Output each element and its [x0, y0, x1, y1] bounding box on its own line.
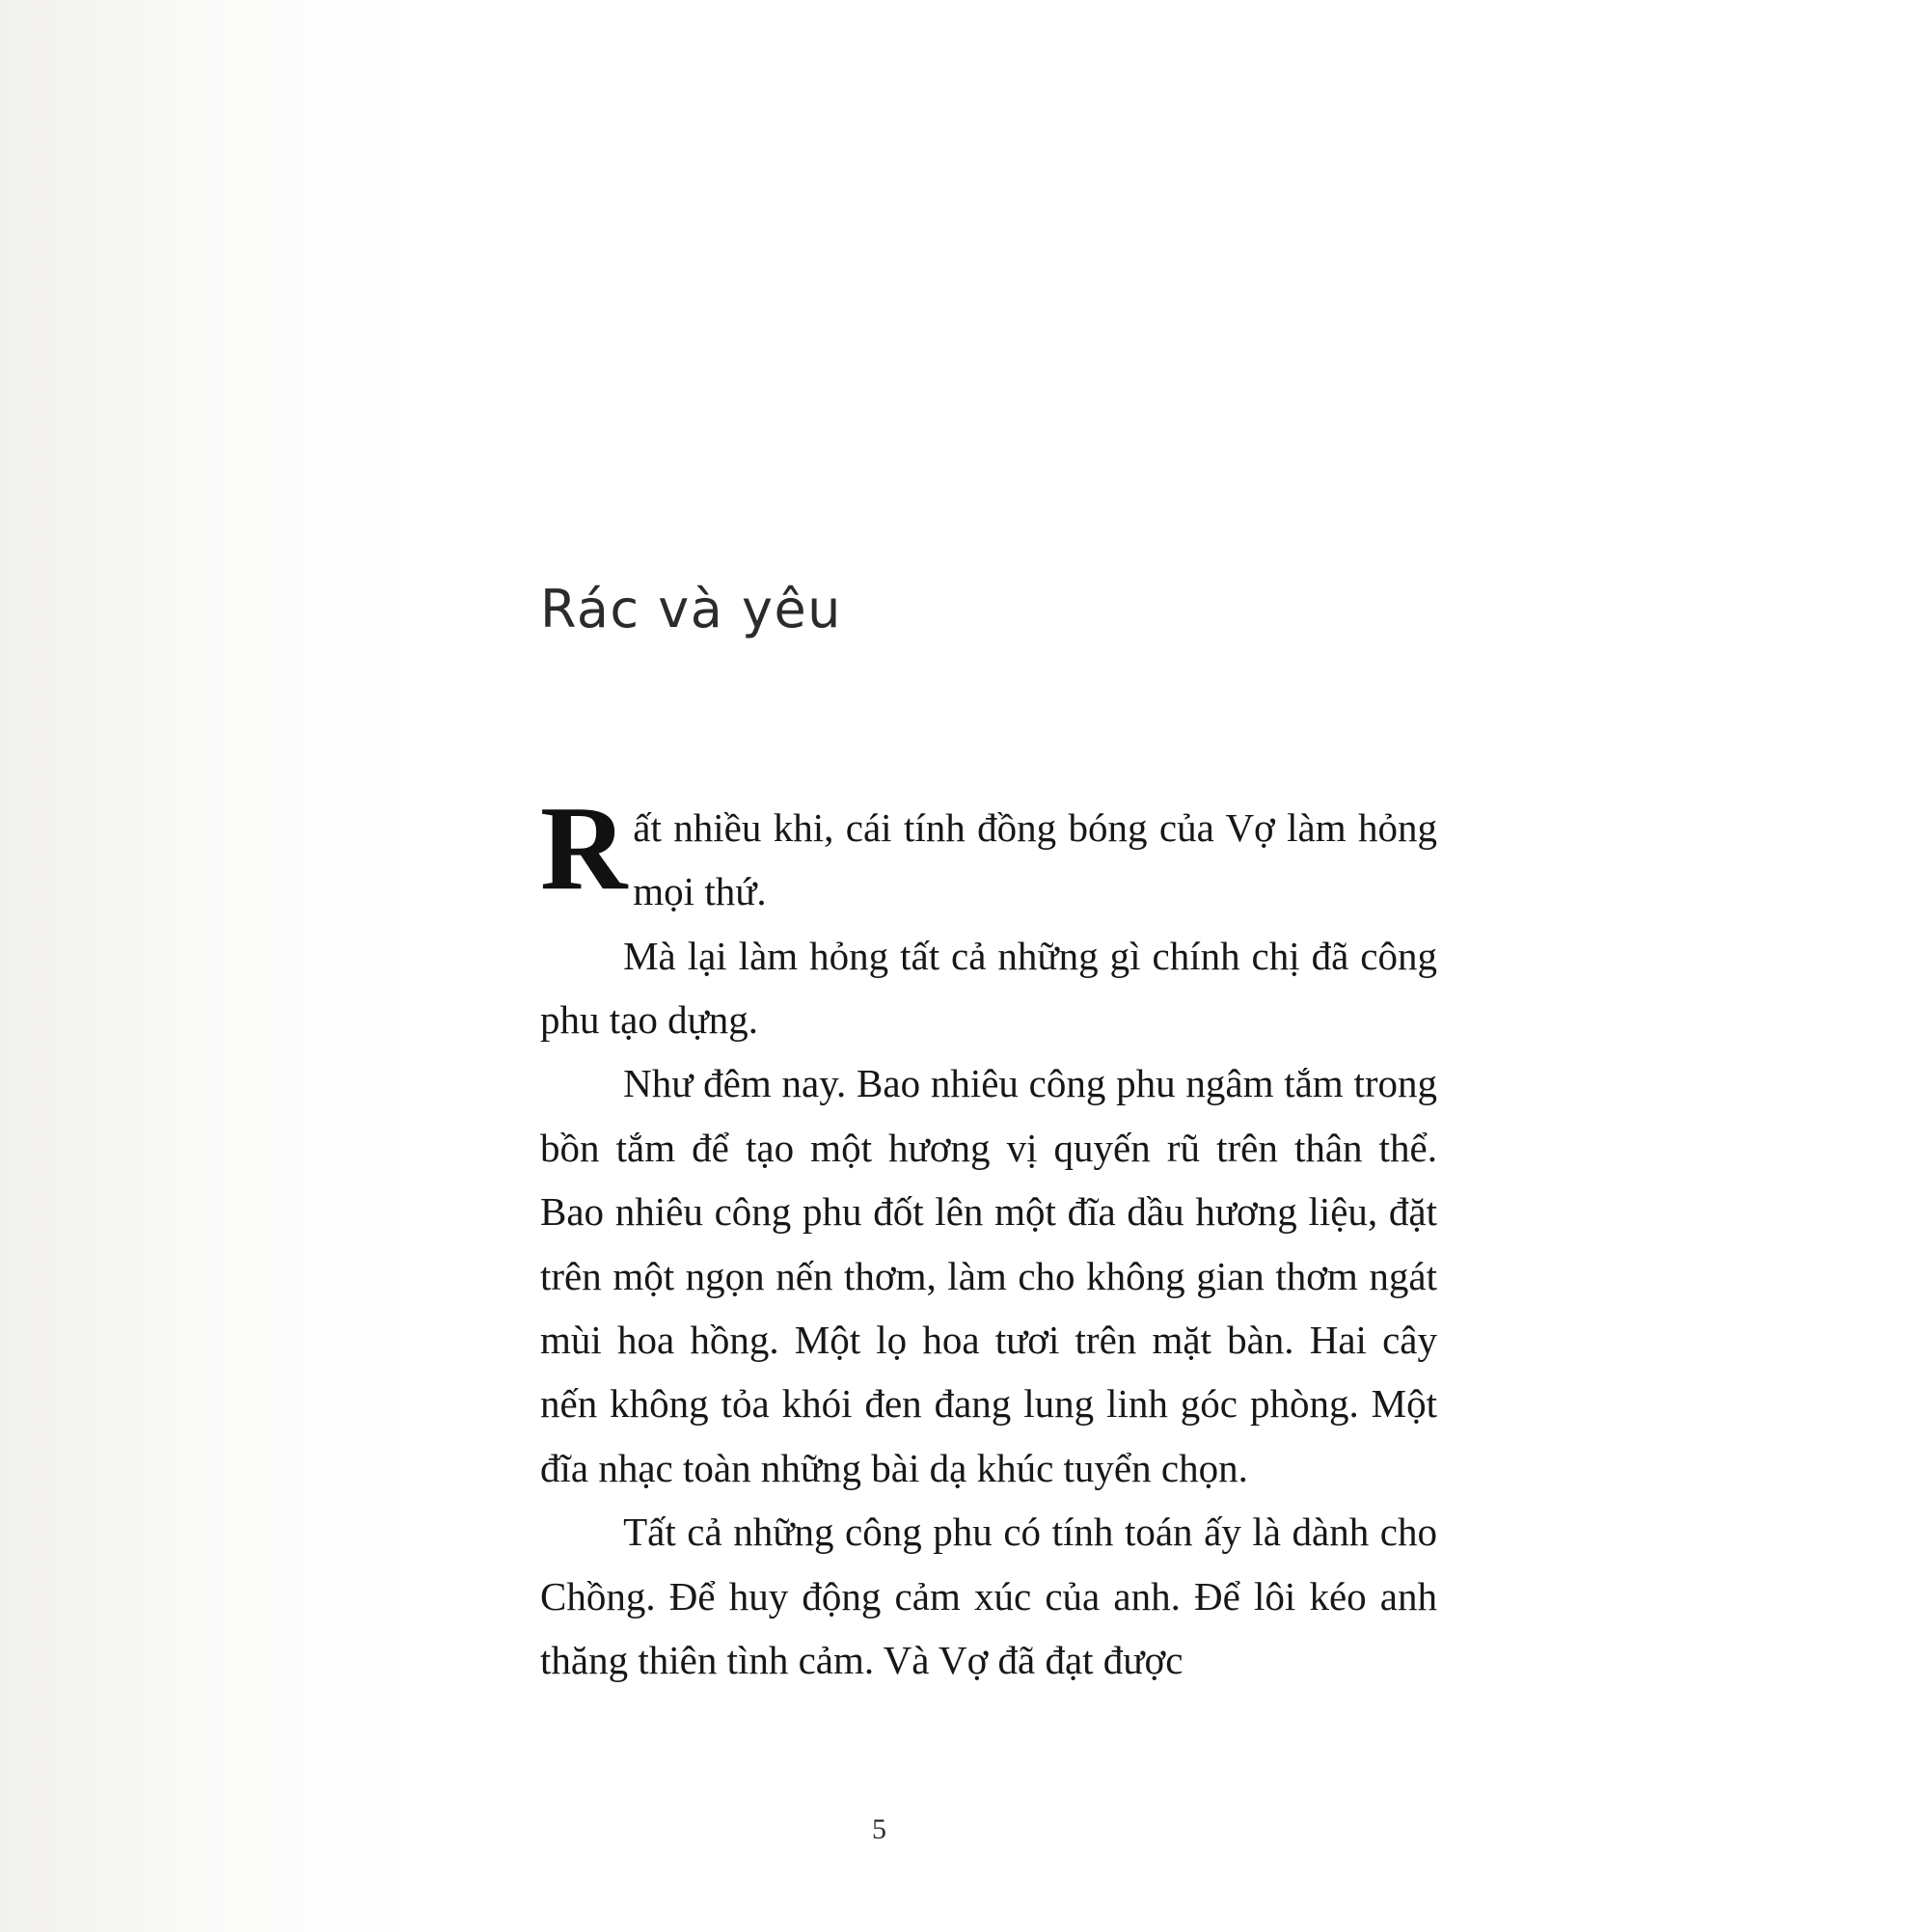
paragraph-2: Mà lại làm hỏng tất cả những gì chính chị đã công phu tạo dựng. — [540, 933, 1437, 1043]
page-number — [0, 1813, 1932, 1846]
paragraph-1 — [540, 781, 1437, 924]
page-text-block — [540, 579, 1437, 1692]
chapter-title: Rác và yêu — [540, 579, 842, 639]
body-text — [540, 781, 1437, 1693]
drop-cap-letter: R — [540, 781, 628, 915]
paragraph-3: Như đêm nay. Bao nhiêu công phu ngâm tắm trong bồn tắm để tạo một hương vị quyến rũ trên thân thể. Bao nhiêu công phu đốt lên một đĩa dầu hương liệu, đặt trên một ngọn nến thơm, làm cho không gian thơm ngát mùi hoa hồng. Một lọ hoa tươi trên mặt bàn. Hai cây nến không tỏa khói đen đang lung linh góc phòng. Một đĩa nhạc toàn những bài dạ khúc tuyển chọn. — [540, 1061, 1437, 1490]
page-gutter-shading — [0, 0, 415, 1932]
paragraph-4: Tất cả những công phu có tính toán ấy là dành cho Chồng. Để huy động cảm xúc của anh. Để lôi kéo anh thăng thiên tình cảm. Và Vợ đã đạt được — [540, 1510, 1437, 1683]
page-number-value: 5 — [872, 1813, 886, 1845]
paragraph-1-text: ất nhiều khi, cái tính đồng bóng của Vợ làm hỏng mọi thứ. — [633, 804, 1437, 914]
